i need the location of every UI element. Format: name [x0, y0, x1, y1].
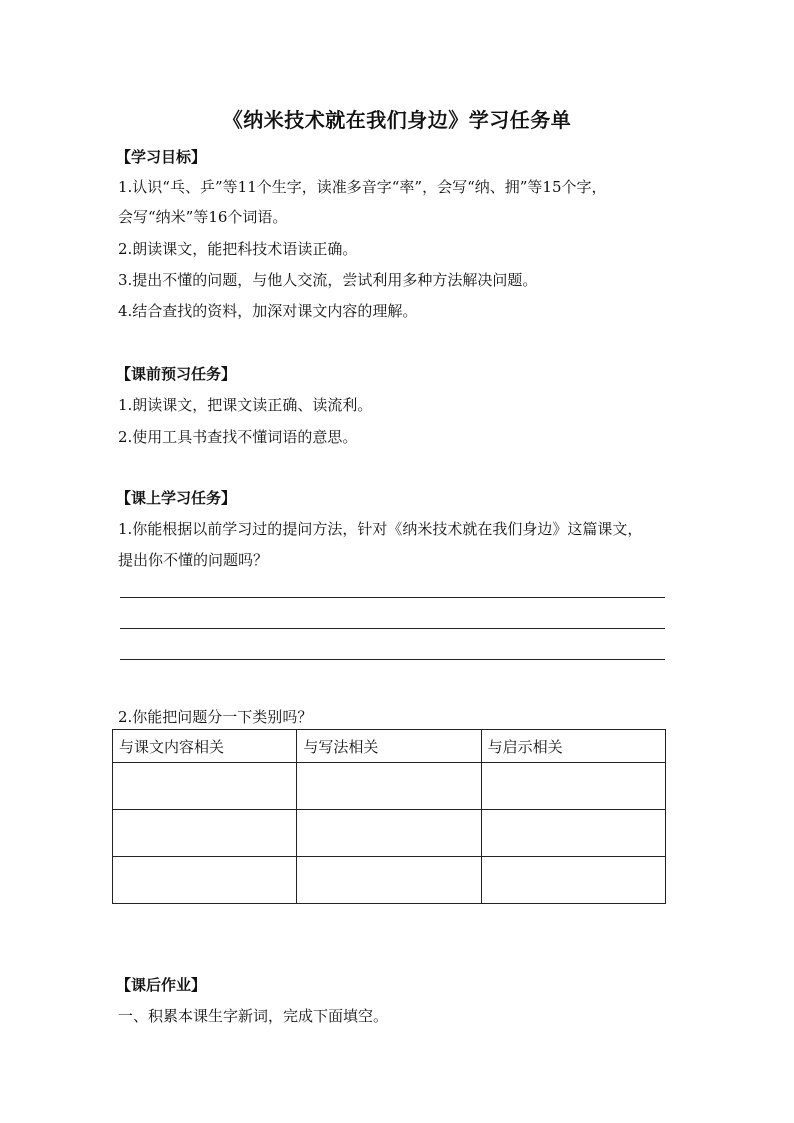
column-header: 与课文内容相关	[113, 730, 297, 763]
homework-item: 一、积累本课生字新词，完成下面填空。	[118, 1007, 389, 1025]
table-cell[interactable]	[481, 763, 665, 810]
table-cell[interactable]	[481, 810, 665, 857]
answer-line[interactable]	[120, 628, 665, 629]
column-header: 与写法相关	[297, 730, 481, 763]
goal-item: 3.提出不懂的问题，与他人交流，尝试利用多种方法解决问题。	[118, 271, 538, 289]
question-1-line-1: 1.你能根据以前学习过的提问方法，针对《纳米技术就在我们身边》这篇课文，	[118, 520, 643, 538]
table-row	[113, 857, 666, 904]
answer-line[interactable]	[120, 597, 665, 598]
column-header: 与启示相关	[481, 730, 665, 763]
table-row	[113, 810, 666, 857]
preview-item: 2.使用工具书查找不懂词语的意思。	[118, 428, 358, 446]
goal-item: 2.朗读课文，能把科技术语读正确。	[118, 240, 358, 258]
inclass-heading: 【课上学习任务】	[116, 489, 237, 507]
preview-heading: 【课前预习任务】	[116, 365, 237, 383]
table-cell[interactable]	[113, 763, 297, 810]
preview-item: 1.朗读课文，把课文读正确、读流利。	[118, 396, 373, 414]
question-1-line-2: 提出你不懂的问题吗？	[118, 551, 269, 569]
table-header-row	[113, 730, 666, 763]
table-cell[interactable]	[113, 810, 297, 857]
table-cell[interactable]	[481, 857, 665, 904]
goal-item: 4.结合查找的资料，加深对课文内容的理解。	[118, 302, 418, 320]
table-cell[interactable]	[297, 810, 481, 857]
answer-line[interactable]	[120, 659, 665, 660]
page-title: 《纳米技术就在我们身边》学习任务单	[222, 108, 572, 132]
table-cell[interactable]	[113, 857, 297, 904]
table-row	[113, 763, 666, 810]
question-2: 2.你能把问题分一下类别吗？	[118, 708, 313, 726]
table-cell[interactable]	[297, 763, 481, 810]
goal-item: 会写“纳米”等16个词语。	[118, 208, 288, 226]
goal-item: 1.认识“乓、乒”等11个生字，读准多音字“率”，会写“纳、拥”等15个字，	[118, 178, 607, 196]
table-cell[interactable]	[297, 857, 481, 904]
homework-heading: 【课后作业】	[116, 976, 207, 994]
goals-heading: 【学习目标】	[116, 148, 207, 166]
category-table	[112, 729, 666, 904]
